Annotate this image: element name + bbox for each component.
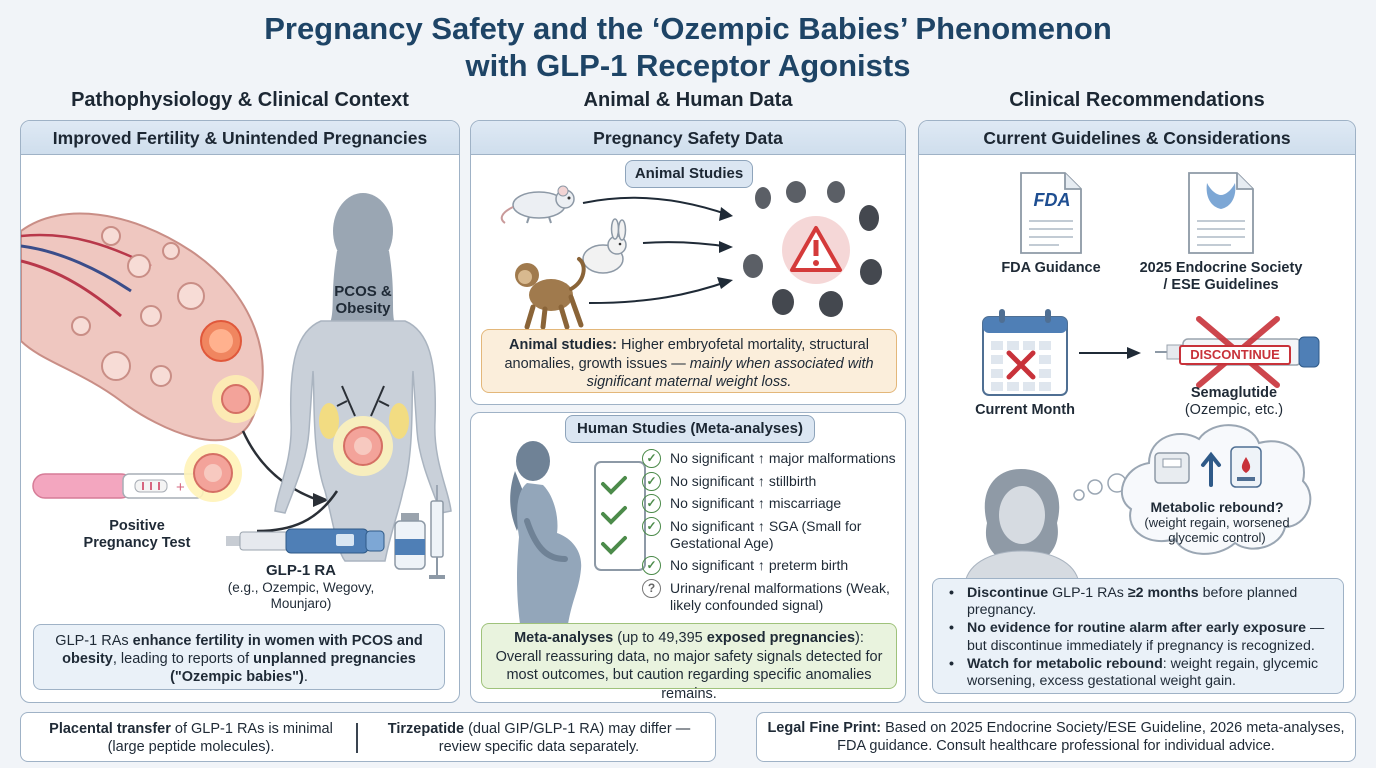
- tirzepatide-note: Tirzepatide (dual GIP/GLP-1 RA) may differ — review specific data separately.: [387, 721, 691, 755]
- glp1-ra-label: GLP-1 RA (e.g., Ozempic, Wegovy, Mounjaro): [227, 562, 375, 611]
- meta-analyses-box: Meta-analyses (up to 49,395 exposed pregnancies): Overall reassuring data, no major safety signals detected for most outcomes, but caution regarding specific anomalies remains.: [481, 623, 897, 689]
- pregnancy-test-icon: [33, 471, 203, 501]
- injection-pen-icon: [226, 526, 386, 556]
- animal-studies-box: Animal studies: Higher embryofetal mortality, structural anomalies, growth issues — mainly when associated with significant maternal weight loss.: [481, 329, 897, 393]
- check-circle-icon: ✓: [642, 556, 661, 575]
- placental-transfer-note: Placental transfer of GLP-1 RAs is minimal (large peptide molecules).: [49, 721, 333, 755]
- human-findings-list: [638, 450, 908, 619]
- animal-arrows: [579, 191, 739, 311]
- recommendations-title: Current Guidelines & Considerations: [919, 121, 1355, 155]
- pregnant-woman-icon: [487, 441, 597, 631]
- fda-guidance-label: FDA Guidance: [1001, 260, 1101, 276]
- page-title: [0, 10, 1376, 84]
- syringe-icon: [427, 485, 447, 581]
- finding-item: [638, 518, 908, 552]
- arrow-to-discontinue-icon: [1079, 347, 1141, 359]
- rat-icon: [501, 183, 581, 225]
- footer-divider: [356, 723, 358, 753]
- fertility-summary-box: GLP-1 RAs enhance fertility in women with PCOS and obesity, leading to reports of unplanned pregnancies ("Ozempic babies").: [33, 624, 445, 690]
- left-panel: [20, 120, 460, 703]
- finding-item: [638, 450, 908, 467]
- finding-text: No significant ↑ stillbirth: [670, 472, 817, 489]
- check-circle-icon: ✓: [642, 449, 661, 468]
- discontinue-badge: DISCONTINUE: [1179, 345, 1291, 365]
- recommendation-item: • Watch for metabolic rebound: weight regain, glycemic worsening, excess gestational weight gain.: [947, 656, 1333, 690]
- current-month-label: Current Month: [975, 402, 1075, 418]
- question-icon: ?: [642, 579, 661, 598]
- legal-fine-print: Legal Fine Print: Based on 2025 Endocrine Society/ESE Guideline, 2026 meta-analyses, FDA guidance. Consult healthcare professional for individual advice.: [756, 712, 1356, 762]
- embryo-warning-cluster: [741, 178, 891, 318]
- svg-text:+: +: [176, 479, 185, 496]
- title-line-2: with GLP-1 Receptor Agonists: [465, 48, 911, 83]
- finding-text: No significant ↑ SGA (Small for Gestational Age): [670, 517, 862, 551]
- check-circle-icon: ✓: [642, 494, 661, 513]
- check-circle-icon: ✓: [642, 517, 661, 536]
- left-column-heading: Pathophysiology & Clinical Context: [71, 89, 409, 111]
- finding-text: No significant ↑ major malformations: [670, 450, 896, 466]
- embryo-highlight-icon: [183, 443, 243, 503]
- finding-text: No significant ↑ preterm birth: [670, 557, 849, 573]
- safety-data-panel: [470, 120, 906, 405]
- left-panel-title: Improved Fertility & Unintended Pregnancies: [21, 121, 459, 155]
- fda-document-icon: [1019, 171, 1083, 255]
- finding-text: Urinary/renal malformations (Weak, likely confounded signal): [670, 579, 890, 613]
- human-studies-pill: Human Studies (Meta-analyses): [565, 415, 815, 443]
- pcos-label: PCOS & Obesity: [334, 283, 392, 317]
- endocrine-guideline-label: 2025 Endocrine Society / ESE Guidelines: [1139, 260, 1303, 293]
- calendar-icon: [981, 309, 1069, 397]
- finding-item: [638, 495, 908, 512]
- middle-column-heading: Animal & Human Data: [583, 89, 793, 111]
- finding-item: [638, 557, 908, 574]
- finding-item: [638, 580, 908, 614]
- animal-studies-pill: Animal Studies: [625, 160, 753, 188]
- recommendations-list: [932, 578, 1344, 694]
- check-circle-icon: ✓: [642, 472, 661, 491]
- metabolic-rebound-text: Metabolic rebound? (weight regain, worsened glycemic control): [1144, 499, 1290, 545]
- finding-item: [638, 473, 908, 490]
- vial-icon: [393, 513, 427, 571]
- semaglutide-label: Semaglutide (Ozempic, etc.): [1184, 385, 1284, 418]
- fda-logo: FDA: [1033, 190, 1071, 210]
- title-line-1: Pregnancy Safety and the ‘Ozempic Babies’ Phenomenon: [264, 11, 1112, 46]
- positive-test-label: Positive Pregnancy Test: [83, 518, 191, 551]
- right-column-heading: Clinical Recommendations: [1009, 89, 1265, 111]
- thinking-woman-icon: [965, 463, 1085, 583]
- footer-info-box: [20, 712, 716, 762]
- safety-data-title: Pregnancy Safety Data: [471, 121, 905, 155]
- recommendation-item: • Discontinue GLP-1 RAs ≥2 months before planned pregnancy.: [947, 585, 1333, 619]
- monkey-icon: [511, 251, 587, 329]
- endocrine-guideline-document-icon: [1187, 171, 1255, 255]
- recommendation-item: • No evidence for routine alarm after early exposure — but discontinue immediately if pregnancy is recognized.: [947, 620, 1333, 654]
- finding-text: No significant ↑ miscarriage: [670, 495, 842, 511]
